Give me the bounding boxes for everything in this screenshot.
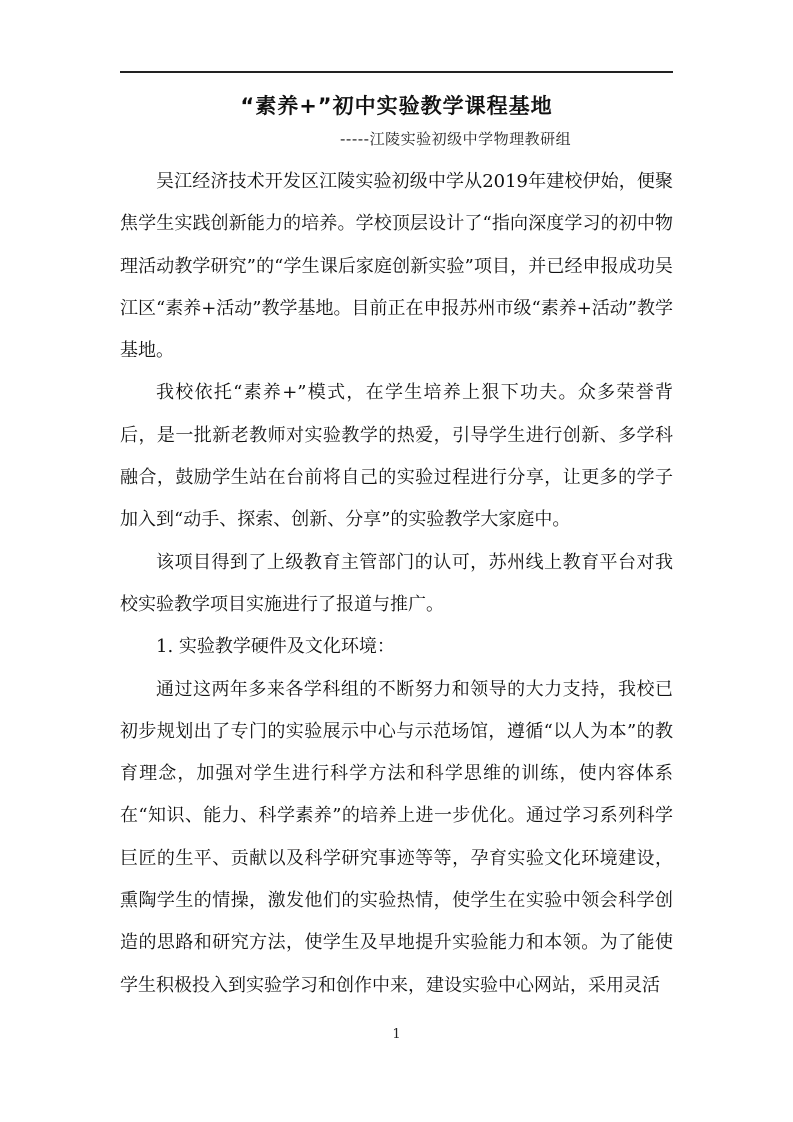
document-body — [120, 161, 673, 1007]
header-rule — [120, 71, 673, 73]
page-number: 1 — [392, 1027, 401, 1042]
paragraph-recognition: 该项目得到了上级教育主管部门的认可，苏州线上教育平台对我校实验教学项目实施进行了报道与推广。 — [120, 551, 673, 615]
section-heading-hardware: 1. 实验教学硬件及文化环境： — [156, 636, 395, 658]
document-title: “素养+”初中实验教学课程基地 — [240, 94, 553, 118]
paragraph-hardware: 通过这两年多来各学科组的不断努力和领导的大力支持，我校已初步规划出了专门的实验展示中心与示范场馆，遵循“以人为本”的教育理念，加强对学生进行科学方法和科学思维的训练，使内容体系在“知识、能力、科学素养”的培养上进一步优化。通过学习系列科学巨匠的生平、贡献以及科学研究事迹等等，孕育实验文化环境建设，熏陶学生的情操，激发他们的实验热情，使学生在实验中领会科学创造的思路和研究方法，使学生及早地提升实验能力和本领。为了能使学生积极投入到实验学习和创作中来，建设实验中心网站，采用灵活 — [120, 678, 673, 996]
paragraph-intro: 吴江经济技术开发区江陵实验初级中学从2019年建校伊始，便聚焦学生实践创新能力的培养。学校顶层设计了“指向深度学习的初中物理活动教学研究”的“学生课后家庭创新实验”项目，并已经申报成功吴江区“素养+活动”教学基地。目前正在申报苏州市级“素养+活动”教学基地。 — [120, 171, 673, 362]
paragraph-model: 我校依托“素养+”模式，在学生培养上狠下功夫。众多荣誉背后，是一批新老教师对实验教学的热爱，引导学生进行创新、多学科融合，鼓励学生站在台前将自己的实验过程进行分享，让更多的学子加入到“动手、探索、创新、分享”的实验教学大家庭中。 — [120, 382, 673, 531]
document-subtitle: -----江陵实验初级中学物理教研组 — [340, 130, 572, 148]
